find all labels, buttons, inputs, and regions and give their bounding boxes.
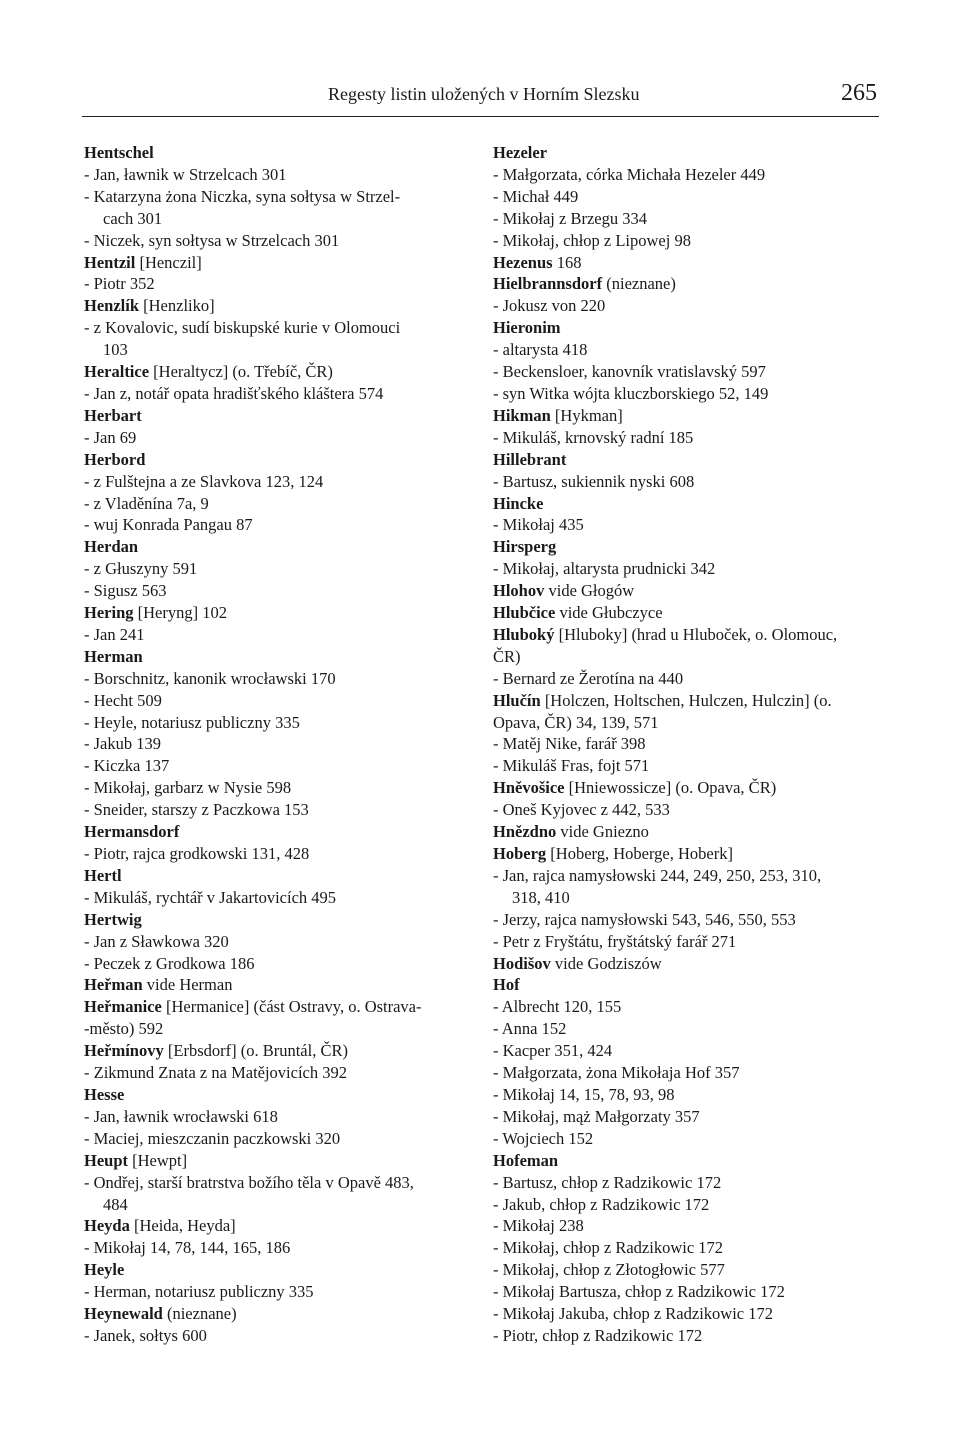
headword: Hezeler xyxy=(493,143,548,162)
index-headword-entry xyxy=(493,602,878,624)
headword: Hermansdorf xyxy=(84,822,180,842)
headword-detail: [Heryng] 102 xyxy=(133,603,227,623)
headword: Heřmanice xyxy=(84,997,162,1017)
headword: Herbart xyxy=(84,405,142,425)
index-subentry: - Małgorzata, córka Michała Hezeler 449 xyxy=(493,164,766,184)
index-headword-entry xyxy=(84,361,469,383)
headword: Hirsperg xyxy=(493,537,557,557)
index-subentry: - Piotr, rajca grodkowski 131, 428 xyxy=(84,844,310,863)
headword-detail: [Henczil] xyxy=(135,252,202,272)
headword: Hnězdno xyxy=(493,822,557,842)
headword: Henzlík xyxy=(84,296,140,316)
index-subentry: - Małgorzata, żona Mikołaja Hof 357 xyxy=(493,1063,740,1083)
index-subentry: - Mikołaj, chłop z Złotogłowic 577 xyxy=(493,1260,725,1280)
page-header xyxy=(82,78,879,117)
index-headword-entry xyxy=(84,1303,469,1325)
index-subentry: - Jan z, notář opata hradišťského kláštera 574 xyxy=(84,383,384,403)
index-entry-continuation: ČR) xyxy=(493,646,521,666)
index-headword-entry xyxy=(493,252,878,274)
headword: Hezenus xyxy=(493,252,553,272)
index-subentry: - z Kovalovic, sudí biskupské kurie v Olomouci xyxy=(84,318,401,338)
headword: Heyle xyxy=(84,1260,125,1280)
index-subentry: - Mikołaj, altarysta prudnicki 342 xyxy=(493,559,716,579)
headword: Hentschel xyxy=(84,143,154,162)
index-subentry: - Petr z Fryštátu, fryštátský farář 271 xyxy=(493,931,737,951)
index-headword-entry xyxy=(84,1150,469,1172)
index-subentry-continuation: 318, 410 xyxy=(512,887,570,907)
index-subentry: - Mikołaj 238 xyxy=(493,1216,584,1236)
index-subentry: - syn Witka wójta kluczborskiego 52, 149 xyxy=(493,383,769,403)
index-headword-entry xyxy=(84,252,469,274)
index-subentry: - Kiczka 137 xyxy=(84,756,170,776)
index-subentry: - Piotr 352 xyxy=(84,274,155,294)
index-subentry: - Piotr, chłop z Radzikowic 172 xyxy=(493,1325,703,1345)
index-subentry: - altarysta 418 xyxy=(493,340,588,360)
index-headword-entry xyxy=(84,1215,469,1237)
index-subentry: - Mikołaj, chłop z Lipowej 98 xyxy=(493,230,691,250)
index-subentry: - Heyle, notariusz publiczny 335 xyxy=(84,712,300,732)
index-headword-entry xyxy=(493,624,878,646)
index-subentry: - Zikmund Znata z na Matějovicích 392 xyxy=(84,1063,348,1083)
index-subentry: - wuj Konrada Pangau 87 xyxy=(84,515,253,535)
index-headword-entry xyxy=(493,405,878,427)
headword-detail: vide Gniezno xyxy=(556,822,649,842)
headword: Hněvošice xyxy=(493,778,565,798)
index-subentry: - Jokusz von 220 xyxy=(493,296,606,316)
index-subentry: - Ondřej, starší bratrstva božího těla v Opavě 483, xyxy=(84,1172,414,1192)
index-headword-entry xyxy=(84,821,469,843)
headword: Hlubčice xyxy=(493,603,556,623)
headword: Hoberg xyxy=(493,844,547,863)
index-headword-entry xyxy=(493,974,878,996)
index-headword-entry xyxy=(493,493,878,515)
index-subentry: - Mikołaj 435 xyxy=(493,515,584,535)
index-subentry: - Michał 449 xyxy=(493,186,579,206)
index-subentry: - Jan, ławnik wrocławski 618 xyxy=(84,1106,278,1126)
headword: Hincke xyxy=(493,493,544,513)
headword: Hlohov xyxy=(493,581,545,601)
index-subentry: - Bartusz, chłop z Radzikowic 172 xyxy=(493,1172,722,1192)
index-column-left xyxy=(84,142,469,1347)
headword: Hielbrannsdorf xyxy=(493,274,603,294)
index-subentry: - Jerzy, rajca namysłowski 543, 546, 550, 553 xyxy=(493,909,796,929)
index-headword-entry xyxy=(493,273,878,295)
index-subentry: - Mikołaj, chłop z Radzikowic 172 xyxy=(493,1238,724,1258)
headword: Heupt xyxy=(84,1150,129,1170)
index-headword-entry xyxy=(84,974,469,996)
index-headword-entry xyxy=(493,536,878,558)
index-subentry: - Mikołaj, garbarz w Nysie 598 xyxy=(84,778,292,798)
index-subentry: - Mikuláš, krnovský radní 185 xyxy=(493,427,694,447)
headword-detail: [Hewpt] xyxy=(128,1150,188,1170)
headword: Herdan xyxy=(84,537,139,557)
index-entry-continuation: -město) 592 xyxy=(84,1019,164,1039)
headword-detail: vide Głubczyce xyxy=(555,603,663,623)
index-subentry: - z Głuszyny 591 xyxy=(84,559,198,579)
index-subentry: - Albrecht 120, 155 xyxy=(493,997,622,1017)
index-headword-entry xyxy=(84,865,469,887)
index-subentry: - Janek, sołtys 600 xyxy=(84,1325,207,1345)
index-entry-continuation: Opava, ČR) 34, 139, 571 xyxy=(493,712,659,732)
index-headword-entry xyxy=(84,646,469,668)
headword-detail: [Henzliko] xyxy=(139,296,215,316)
headword: Hlučín xyxy=(493,690,541,710)
headword: Heřmínovy xyxy=(84,1041,164,1061)
page-number: 265 xyxy=(841,80,877,106)
headword: Hofeman xyxy=(493,1150,559,1170)
index-subentry-continuation: 484 xyxy=(103,1194,128,1214)
headword: Hillebrant xyxy=(493,449,567,469)
index-headword-entry xyxy=(84,405,469,427)
headword-detail: [Hoberg, Hoberge, Hoberk] xyxy=(546,844,733,863)
index-subentry: - Katarzyna żona Niczka, syna sołtysa w Strzel- xyxy=(84,186,401,206)
index-subentry: - Mikołaj 14, 78, 144, 165, 186 xyxy=(84,1238,291,1258)
headword: Hodišov xyxy=(493,953,551,973)
index-subentry: - Mikuláš, rychtář v Jakartovicích 495 xyxy=(84,887,337,907)
index-headword-entry xyxy=(84,1040,469,1062)
index-subentry: - Jan, ławnik w Strzelcach 301 xyxy=(84,164,287,184)
index-subentry: - Jakub 139 xyxy=(84,734,161,754)
index-headword-entry xyxy=(493,777,878,799)
headword: Hentzil xyxy=(84,252,136,272)
index-subentry: - Niczek, syn sołtysa w Strzelcach 301 xyxy=(84,230,340,250)
headword-detail: [Hermanice] (část Ostravy, o. Ostrava- xyxy=(161,997,422,1017)
index-headword-entry xyxy=(493,690,878,712)
index-headword-entry xyxy=(84,142,469,164)
index-subentry: - Mikołaj 14, 15, 78, 93, 98 xyxy=(493,1084,675,1104)
index-headword-entry xyxy=(493,843,878,865)
headword-detail: vide Godziszów xyxy=(550,953,662,973)
index-subentry: - Mikołaj Jakuba, chłop z Radzikowic 172 xyxy=(493,1304,773,1324)
index-subentry: - Mikołaj z Brzegu 334 xyxy=(493,208,647,228)
index-subentry: - Borschnitz, kanonik wrocławski 170 xyxy=(84,668,336,688)
index-subentry: - Sigusz 563 xyxy=(84,581,167,601)
index-subentry: - Jan 241 xyxy=(84,624,145,644)
index-subentry: - z Fulštejna a ze Slavkova 123, 124 xyxy=(84,471,324,491)
index-subentry: - Herman, notariusz publiczny 335 xyxy=(84,1282,314,1302)
index-subentry: - Beckensloer, kanovník vratislavský 597 xyxy=(493,362,766,382)
index-headword-entry xyxy=(84,1259,469,1281)
index-subentry: - Oneš Kyjovec z 442, 533 xyxy=(493,800,670,820)
index-subentry-continuation: cach 301 xyxy=(103,208,163,228)
headword-detail: vide Głogów xyxy=(544,581,635,601)
headword-detail: [Hniewossicze] (o. Opava, ČR) xyxy=(564,778,777,798)
headword: Hesse xyxy=(84,1084,125,1104)
headword-detail: [Heraltycz] (o. Třebíč, ČR) xyxy=(149,362,333,382)
headword-detail: [Hykman] xyxy=(550,405,623,425)
index-headword-entry xyxy=(84,909,469,931)
headword: Heřman xyxy=(84,975,143,995)
index-headword-entry xyxy=(493,580,878,602)
headword: Heraltice xyxy=(84,362,150,382)
headword: Hertwig xyxy=(84,909,142,929)
index-headword-entry xyxy=(493,449,878,471)
index-subentry: - Mikołaj, mąż Małgorzaty 357 xyxy=(493,1106,700,1126)
index-subentry: - Hecht 509 xyxy=(84,690,162,710)
headword-detail: vide Herman xyxy=(142,975,233,995)
headword: Hieronim xyxy=(493,318,561,338)
index-subentry: - Sneider, starszy z Paczkowa 153 xyxy=(84,800,309,820)
headword-detail: [Holczen, Holtschen, Hulczen, Hulczin] (o. xyxy=(540,690,832,710)
index-subentry: - Mikołaj Bartusza, chłop z Radzikowic 172 xyxy=(493,1282,785,1302)
headword-detail: [Hluboky] (hrad u Hluboček, o. Olomouc, xyxy=(554,624,838,644)
index-subentry: - Kacper 351, 424 xyxy=(493,1041,613,1061)
headword: Hof xyxy=(493,975,520,995)
index-headword-entry xyxy=(84,449,469,471)
index-headword-entry xyxy=(84,536,469,558)
headword: Heynewald xyxy=(84,1304,163,1324)
index-subentry: - Wojciech 152 xyxy=(493,1128,594,1148)
headword-detail: (nieznane) xyxy=(162,1304,237,1324)
headword-detail: 168 xyxy=(552,252,582,272)
headword: Herman xyxy=(84,646,143,666)
headword: Herbord xyxy=(84,449,146,469)
index-subentry: - Jan 69 xyxy=(84,427,137,447)
index-headword-entry xyxy=(493,953,878,975)
headword: Hering xyxy=(84,603,134,623)
index-subentry: - z Vladěnína 7a, 9 xyxy=(84,493,209,513)
index-headword-entry xyxy=(84,1084,469,1106)
headword: Hluboký xyxy=(493,624,555,644)
index-subentry: - Jan, rajca namysłowski 244, 249, 250, 253, 310, xyxy=(493,865,822,885)
index-headword-entry xyxy=(84,996,469,1018)
index-subentry: - Anna 152 xyxy=(493,1019,567,1039)
headword-detail: [Heida, Heyda] xyxy=(129,1216,236,1236)
headword-detail: [Erbsdorf] (o. Bruntál, ČR) xyxy=(163,1041,348,1061)
running-title: Regesty listin uložených v Horním Slezsku xyxy=(328,84,640,104)
index-headword-entry xyxy=(493,317,878,339)
index-subentry: - Matěj Nike, farář 398 xyxy=(493,734,646,754)
headword: Hertl xyxy=(84,865,122,885)
index-subentry: - Jakub, chłop z Radzikowic 172 xyxy=(493,1194,710,1214)
index-column-right xyxy=(493,142,878,1347)
index-headword-entry xyxy=(493,821,878,843)
headword-detail: (nieznane) xyxy=(602,274,676,294)
index-subentry: - Peczek z Grodkowa 186 xyxy=(84,953,255,973)
index-headword-entry xyxy=(84,295,469,317)
index-headword-entry xyxy=(493,142,878,164)
headword: Hikman xyxy=(493,405,551,425)
index-headword-entry xyxy=(84,602,469,624)
index-subentry: - Bartusz, sukiennik nyski 608 xyxy=(493,471,695,491)
headword: Heyda xyxy=(84,1216,130,1236)
index-subentry: - Mikuláš Fras, fojt 571 xyxy=(493,756,650,776)
index-subentry-continuation: 103 xyxy=(103,340,128,360)
index-subentry: - Maciej, mieszczanin paczkowski 320 xyxy=(84,1128,341,1148)
index-subentry: - Jan z Sławkowa 320 xyxy=(84,931,229,951)
index-subentry: - Bernard ze Žerotína na 440 xyxy=(493,668,684,688)
index-headword-entry xyxy=(493,1150,878,1172)
